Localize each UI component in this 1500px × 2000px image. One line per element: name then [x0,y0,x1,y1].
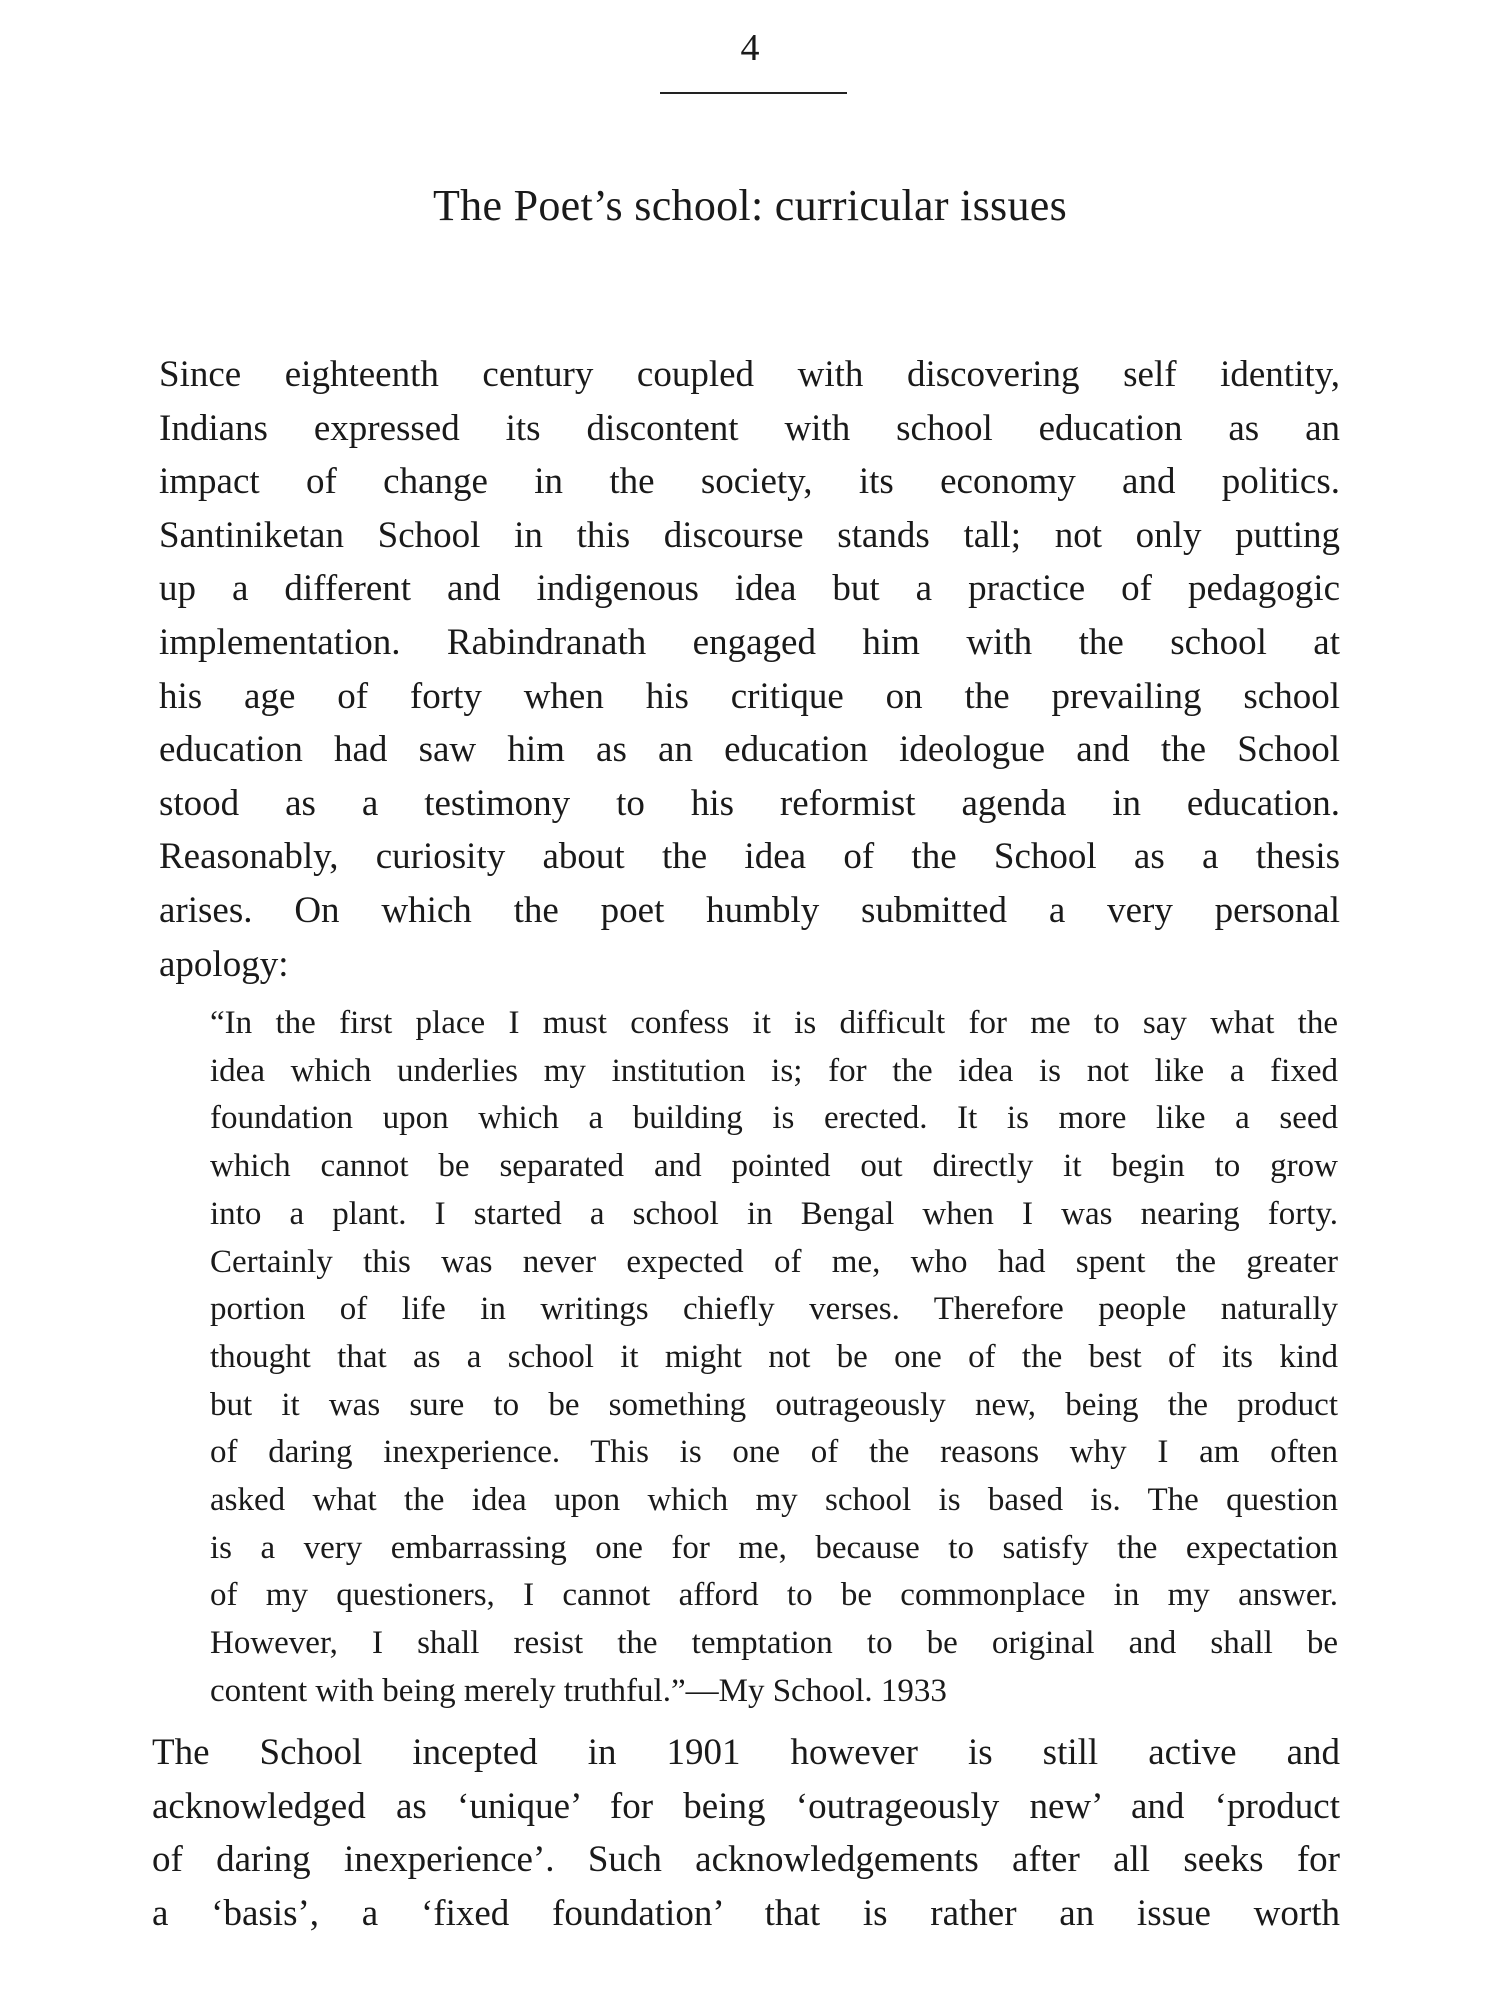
text-line: stood as a testimony to his reformist agenda in education. [159,782,1340,824]
chapter-title: The Poet’s school: curricular issues [433,181,1067,230]
text-line: Indians expressed its discontent with school education as an [159,407,1340,449]
text-line: Since eighteenth century coupled with discovering self identity, [159,354,1340,395]
text-line: up a different and indigenous idea but a practice of pedagogic [159,568,1340,610]
body-paragraph-2 [152,1726,1340,1940]
text-line: education had saw him as an education ideologue and the School [159,729,1340,771]
block-quote [210,1000,1338,1716]
text-line: Reasonably, curiosity about the idea of the School as a thesis [159,836,1340,878]
text-line: Santiniketan School in this discourse stands tall; not only putting [159,514,1340,556]
text-line: is a very embarrassing one for me, because to satisfy the expectation [210,1529,1338,1566]
text-line: which cannot be separated and pointed out directly it begin to grow [210,1148,1338,1185]
text-line: of daring inexperience’. Such acknowledgements after all seeks for [152,1839,1340,1881]
text-line: content with being merely truthful.”—My School. 1933 [210,1672,947,1709]
text-line: impact of change in the society, its economy and politics. [159,461,1340,503]
text-line: acknowledged as ‘unique’ for being ‘outrageously new’ and ‘product [152,1785,1340,1827]
text-line: Certainly this was never expected of me, who had spent the greater [210,1243,1338,1280]
text-line: a ‘basis’, a ‘fixed foundation’ that is rather an issue worth [152,1892,1340,1934]
text-line: “In the first place I must confess it is difficult for me to say what the [210,1005,1338,1041]
text-line: arises. On which the poet humbly submitted a very personal [159,889,1340,931]
text-line: of my questioners, I cannot afford to be commonplace in my answer. [210,1577,1338,1614]
text-line: of daring inexperience. This is one of the reasons why I am often [210,1434,1338,1471]
text-line: portion of life in writings chiefly verses. Therefore people naturally [210,1291,1338,1328]
text-line: idea which underlies my institution is; for the idea is not like a fixed [210,1052,1338,1089]
text-line: into a plant. I started a school in Bengal when I was nearing forty. [210,1195,1338,1232]
text-line: thought that as a school it might not be one of the best of its kind [210,1338,1338,1375]
header-rule [660,92,847,94]
text-line: implementation. Rabindranath engaged him with the school at [159,621,1340,663]
text-line: foundation upon which a building is erected. It is more like a seed [210,1100,1338,1137]
text-line: but it was sure to be something outrageously new, being the product [210,1386,1338,1423]
text-line: However, I shall resist the temptation to be original and shall be [210,1625,1338,1662]
text-line: his age of forty when his critique on the prevailing school [159,675,1340,717]
page-number: 4 [740,27,760,69]
text-line: asked what the idea upon which my school is based is. The question [210,1482,1338,1519]
text-line: apology: [159,943,289,985]
body-paragraph-1 [159,348,1340,991]
text-line: The School incepted in 1901 however is still active and [152,1732,1340,1773]
